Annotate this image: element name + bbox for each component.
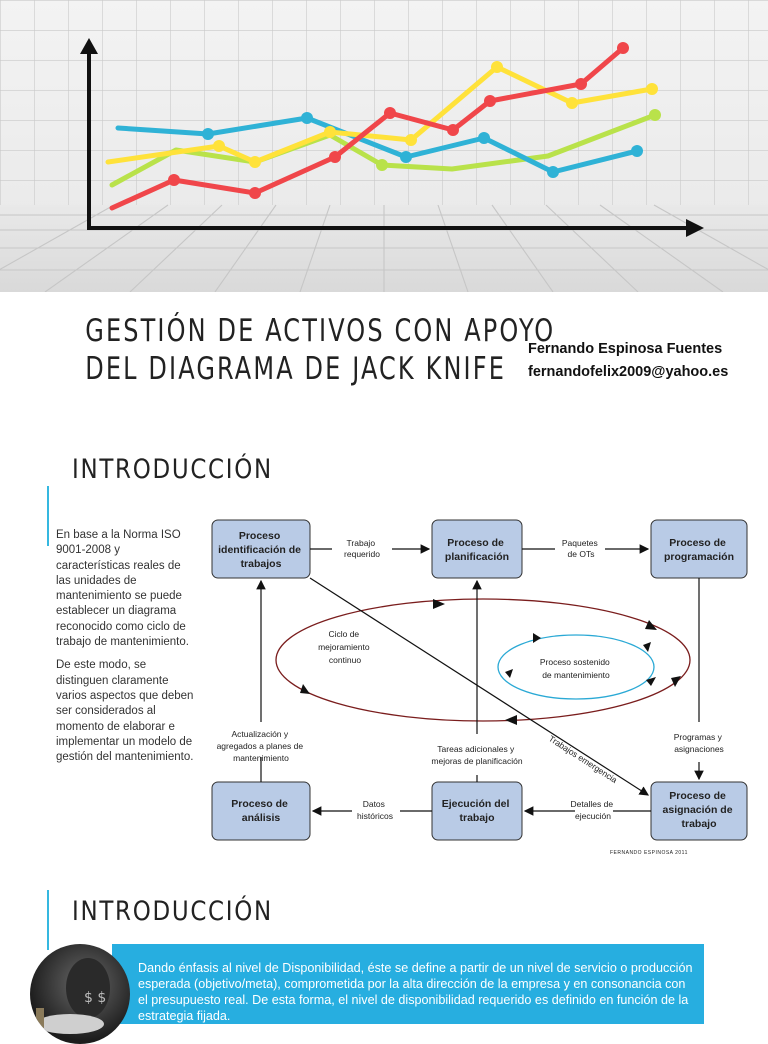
section-heading-2: INTRODUCCIÓN xyxy=(72,896,273,927)
accent-bar xyxy=(47,486,49,546)
intro-paragraph-1: En base a la Norma ISO 9001-2008 y características reales de las unidades de mantenimiento se puede establecer un diagrama reconocido como ciclo de trabajo de mantenimiento. xyxy=(56,529,189,649)
maintenance-cycle-diagram xyxy=(205,512,755,857)
edge-detalles-ejecucion: Detalles de ejecución xyxy=(570,799,614,821)
title-line-1: GESTIÓN DE ACTIVOS CON APOYO xyxy=(85,313,556,349)
hero-chart-image xyxy=(0,0,768,292)
author-email: fernandofelix2009@yahoo.es xyxy=(528,364,729,380)
decorative-line-chart xyxy=(0,0,768,292)
inner-cycle-label: Proceso sostenido de mantenimiento xyxy=(539,657,610,680)
section-heading: INTRODUCCIÓN xyxy=(72,454,273,485)
edge-programas-asignaciones: Programas y asignaciones xyxy=(673,732,724,754)
title-line-2: DEL DIAGRAMA DE JACK KNIFE xyxy=(85,351,507,387)
edge-actualizacion: Actualización y agregados a planes de mantenimiento xyxy=(216,729,304,763)
business-person-photo xyxy=(30,944,130,1044)
cover-slide xyxy=(0,0,768,430)
banner-text: Dando énfasis al nivel de Disponibilidad, éste se define a partir de un nivel de servicio o producción esperada (objetivo/meta), comprometida por la alta dirección de la empresa y en consonancia con el presupuesto real. De esta forma, el nivel de disponibilidad requerido es definido en función de la estrategia fijada. xyxy=(138,961,693,1023)
edge-datos-historicos: Datos históricos xyxy=(357,799,393,821)
node-analisis-box xyxy=(212,782,310,840)
edge-paquetes-ots: Paquetes de OTs xyxy=(561,538,598,559)
author-block xyxy=(528,338,728,384)
node-programacion: Proceso de programación xyxy=(663,537,735,563)
intro-slide-2 xyxy=(0,860,768,1024)
edge-trabajo-requerido: Trabajo requerido xyxy=(344,538,380,559)
svg-text:$ $: $ $ xyxy=(84,990,107,1006)
diagram-credit: FERNANDO ESPINOSA 2011 xyxy=(610,850,688,856)
node-asignacion: Proceso de asignación de trabajo xyxy=(662,790,733,830)
node-ejecucion-box xyxy=(432,782,522,840)
node-analisis: Proceso de análisis xyxy=(231,798,288,824)
accent-bar-2 xyxy=(47,890,49,950)
node-planificacion: Proceso de planificación xyxy=(444,537,510,563)
intro-slide xyxy=(0,430,768,860)
author-name: Fernando Espinosa Fuentes xyxy=(528,341,723,357)
presentation-title xyxy=(85,312,556,388)
node-programacion-box xyxy=(651,520,747,578)
node-ejecucion: Ejecución del trabajo xyxy=(441,798,510,824)
node-planificacion-box xyxy=(432,520,522,578)
edge-tareas-adicionales: Tareas adicionales y mejoras de planificación xyxy=(431,744,523,766)
intro-paragraph-2: De este modo, se distinguen claramente varios aspectos que deben ser considerados al momento de elaborar e implementar un modelo de gestión del mantenimiento. xyxy=(56,659,194,764)
outer-cycle-label: Ciclo de mejoramiento continuo xyxy=(318,629,370,665)
edge-trabajos-emergencia: Trabajos emergencia xyxy=(546,733,620,785)
inner-cycle xyxy=(498,635,654,699)
node-identificacion: Proceso identificación de trabajos xyxy=(218,530,301,570)
intro-text xyxy=(56,528,196,773)
